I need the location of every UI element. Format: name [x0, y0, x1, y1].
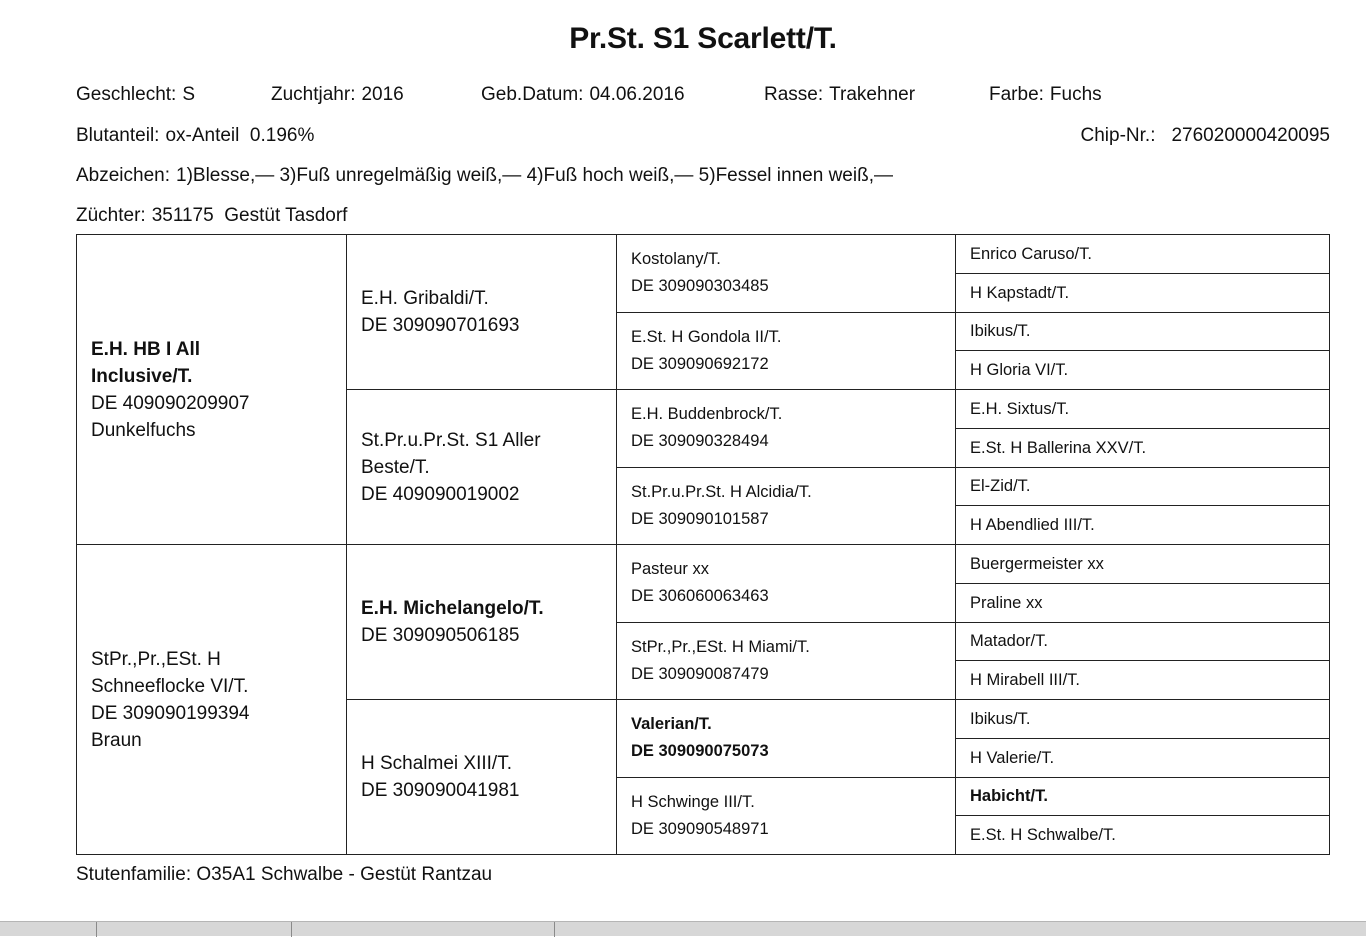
pedigree-gen3-1	[617, 235, 956, 313]
zuchtjahr-value: 2016	[361, 84, 404, 105]
pedigree-gen4-4: H Gloria VI/T.	[956, 351, 1330, 390]
gen3-3-name: E.H. Buddenbrock/T.	[631, 405, 783, 424]
abzeichen-value: 1)Blesse,— 3)Fuß unregelmäßig weiß,— 4)Fuß hoch weiß,— 5)Fessel innen weiß,—	[176, 165, 893, 186]
pedigree-gen4-6: E.St. H Ballerina XXV/T.	[956, 428, 1330, 467]
chip-label: Chip-Nr.:	[1080, 125, 1156, 146]
dam-id: DE 309090199394	[91, 702, 250, 724]
pedigree-gen3-7	[617, 700, 956, 778]
pedigree-gen4-12: H Mirabell III/T.	[956, 661, 1330, 700]
gen2-1-name: E.H. Gribaldi/T.	[361, 288, 489, 309]
info-farbe	[989, 84, 1102, 106]
page-title: Pr.St. S1 Scarlett/T.	[569, 22, 837, 55]
sire-name-line2: Inclusive/T.	[91, 365, 193, 387]
gen3-4-id: DE 309090101587	[631, 509, 769, 528]
gen3-6-id: DE 309090087479	[631, 664, 769, 683]
sire-name-line1: E.H. HB I All	[91, 338, 201, 360]
gen2-1-id: DE 309090701693	[361, 315, 520, 336]
gen3-7-name: Valerian/T.	[631, 715, 712, 734]
gen3-3-id: DE 309090328494	[631, 432, 769, 451]
info-rasse	[764, 84, 915, 106]
gen3-2-name: E.St. H Gondola II/T.	[631, 327, 782, 346]
blutanteil-value: ox-Anteil 0.196%	[165, 125, 315, 146]
pedigree-gen2-1	[347, 235, 617, 390]
stutenfamilie-label: Stutenfamilie:	[76, 864, 192, 885]
pedigree-gen4-1: Enrico Caruso/T.	[956, 235, 1330, 274]
gen3-6-name: StPr.,Pr.,ESt. H Miami/T.	[631, 637, 810, 656]
pedigree-gen4-8: H Abendlied III/T.	[956, 506, 1330, 545]
gen3-8-id: DE 309090548971	[631, 819, 769, 838]
geschlecht-value: S	[182, 84, 196, 105]
dam-color: Braun	[91, 729, 142, 751]
dam-name-line2: Schneeflocke VI/T.	[91, 675, 249, 697]
info-blutanteil	[76, 125, 314, 147]
info-chip	[1081, 125, 1330, 147]
gen3-8-name: H Schwinge III/T.	[631, 792, 755, 811]
pedigree-gen4-11: Matador/T.	[956, 622, 1330, 661]
pedigree-gen3-5	[617, 545, 956, 623]
chip-value: 276020000420095	[1171, 125, 1330, 146]
pedigree-gen4-13: Ibikus/T.	[956, 700, 1330, 739]
gen2-3-name: E.H. Michelangelo/T.	[361, 598, 544, 619]
toolbar-separator	[291, 922, 292, 937]
gen3-1-name: Kostolany/T.	[631, 250, 721, 269]
gen2-3-id: DE 309090506185	[361, 625, 520, 646]
gen2-2-name-line1: St.Pr.u.Pr.St. S1 Aller	[361, 429, 541, 451]
gen3-2-id: DE 309090692172	[631, 354, 769, 373]
pedigree-gen3-3	[617, 390, 956, 468]
pedigree-dam	[77, 545, 347, 855]
info-abzeichen	[76, 165, 893, 187]
gen2-2-id: DE 409090019002	[361, 483, 520, 505]
bottom-toolbar	[0, 921, 1366, 936]
zuechter-value: 351175 Gestüt Tasdorf	[151, 205, 348, 226]
stutenfamilie-value: O35A1 Schwalbe - Gestüt Rantzau	[196, 864, 493, 885]
toolbar-separator	[554, 922, 555, 937]
zuchtjahr-label: Zuchtjahr:	[271, 84, 356, 105]
sire-color: Dunkelfuchs	[91, 419, 196, 441]
pedigree-gen2-3	[347, 545, 617, 700]
pedigree-gen2-2	[347, 390, 617, 545]
gen3-5-id: DE 306060063463	[631, 587, 769, 606]
zuechter-label: Züchter:	[76, 205, 146, 226]
gen3-7-id: DE 309090075073	[631, 742, 769, 761]
info-gebdatum	[481, 84, 685, 106]
info-zuechter	[76, 205, 347, 227]
pedigree-gen4-3: Ibikus/T.	[956, 312, 1330, 351]
gen2-4-name: H Schalmei XIII/T.	[361, 753, 512, 774]
pedigree-gen3-2	[617, 312, 956, 390]
pedigree-table	[76, 234, 1330, 855]
toolbar-separator	[96, 922, 97, 937]
geschlecht-label: Geschlecht:	[76, 84, 177, 105]
gebdatum-label: Geb.Datum:	[481, 84, 584, 105]
pedigree-gen4-15: Habicht/T.	[956, 777, 1330, 816]
pedigree-gen4-7: El-Zid/T.	[956, 467, 1330, 506]
gen2-2-name-line2: Beste/T.	[361, 456, 430, 478]
blutanteil-label: Blutanteil:	[76, 125, 160, 146]
rasse-label: Rasse:	[764, 84, 824, 105]
pedigree-gen2-4	[347, 700, 617, 855]
rasse-value: Trakehner	[829, 84, 916, 105]
stutenfamilie	[76, 864, 492, 886]
pedigree-gen4-2: H Kapstadt/T.	[956, 273, 1330, 312]
sire-id: DE 409090209907	[91, 392, 250, 414]
abzeichen-label: Abzeichen:	[76, 165, 171, 186]
pedigree-sire	[77, 235, 347, 545]
gen3-4-name: St.Pr.u.Pr.St. H Alcidia/T.	[631, 482, 812, 501]
pedigree-gen3-4	[617, 467, 956, 545]
pedigree-gen4-16: E.St. H Schwalbe/T.	[956, 816, 1330, 855]
farbe-value: Fuchs	[1049, 84, 1102, 105]
gen3-5-name: Pasteur xx	[631, 560, 709, 579]
gebdatum-value: 04.06.2016	[589, 84, 685, 105]
gen2-4-id: DE 309090041981	[361, 780, 520, 801]
pedigree-gen4-5: E.H. Sixtus/T.	[956, 390, 1330, 429]
gen3-1-id: DE 309090303485	[631, 277, 769, 296]
pedigree-gen4-10: Praline xx	[956, 583, 1330, 622]
info-zuchtjahr	[271, 84, 404, 106]
info-geschlecht	[76, 84, 195, 106]
pedigree-gen4-14: H Valerie/T.	[956, 738, 1330, 777]
dam-name-line1: StPr.,Pr.,ESt. H	[91, 648, 221, 670]
pedigree-gen3-8	[617, 777, 956, 855]
farbe-label: Farbe:	[989, 84, 1044, 105]
pedigree-gen4-9: Buergermeister xx	[956, 545, 1330, 584]
pedigree-gen3-6	[617, 622, 956, 700]
